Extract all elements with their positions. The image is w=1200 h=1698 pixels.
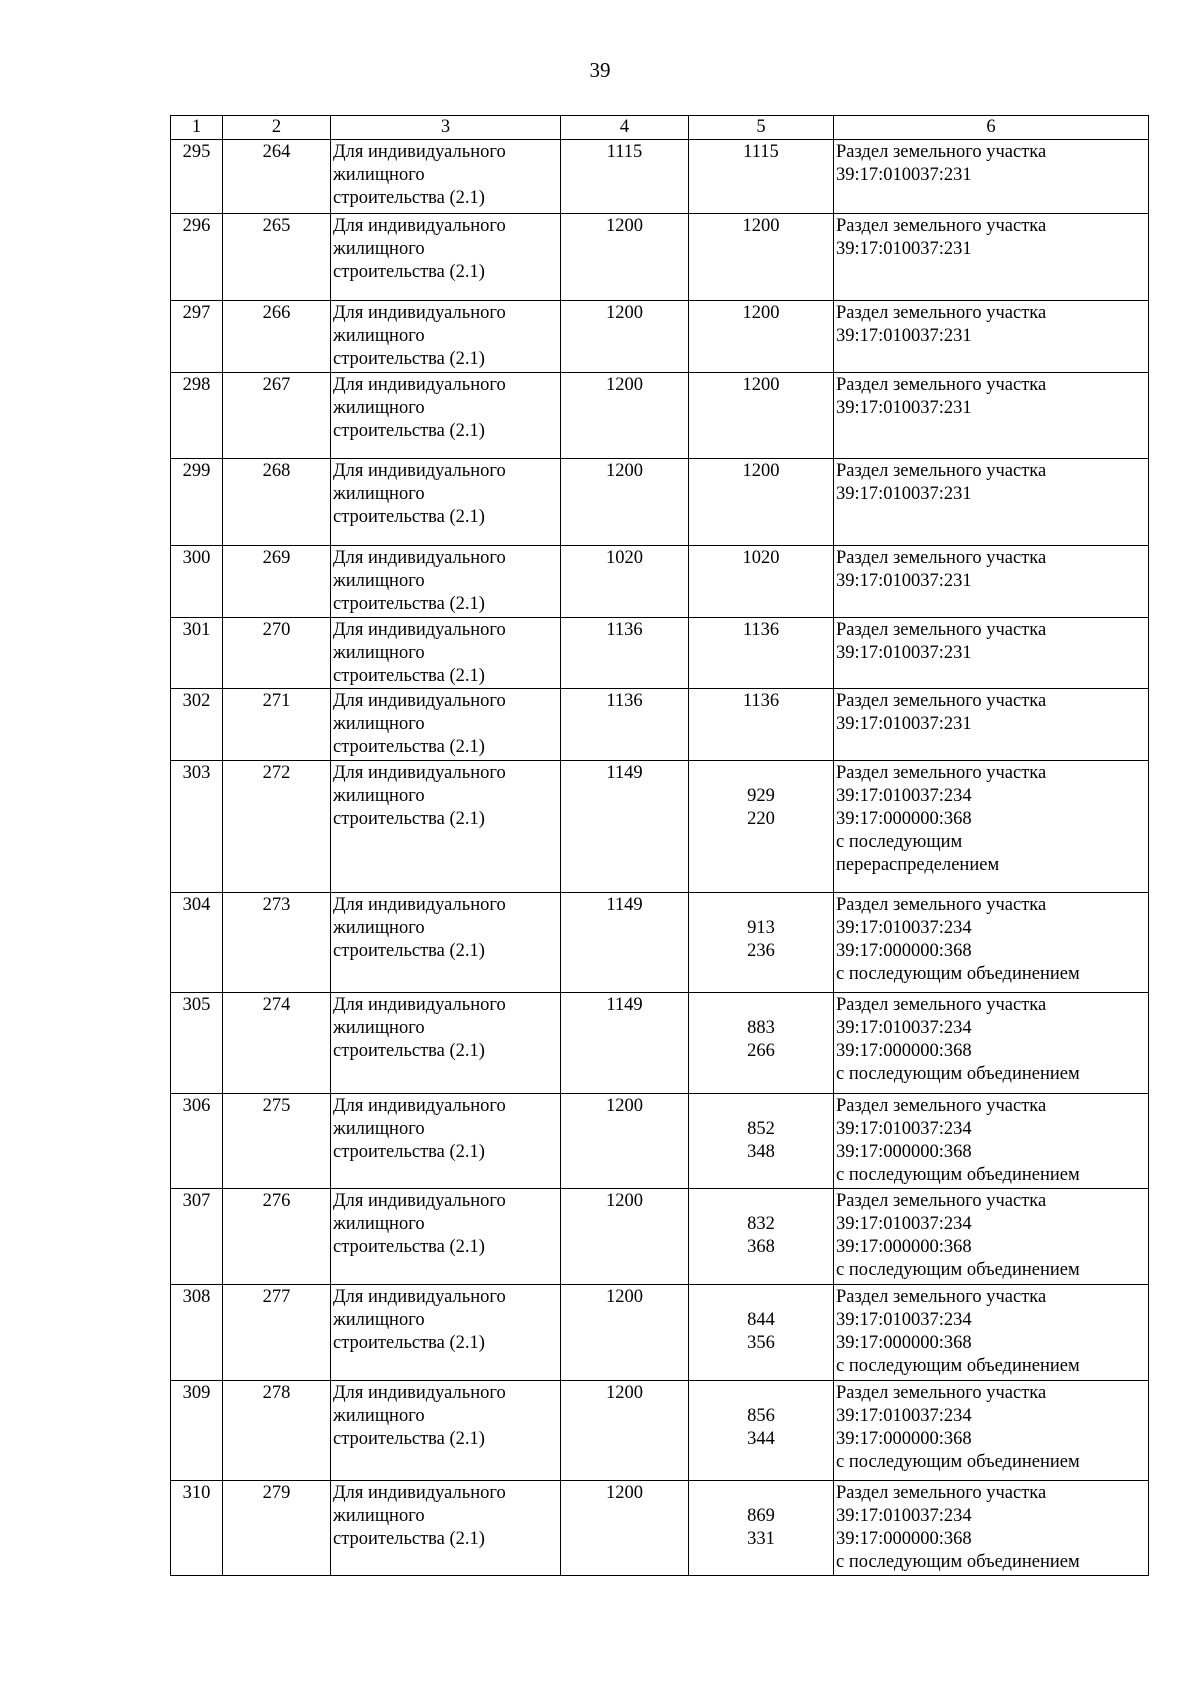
permitted-use-line: Для индивидуального (333, 216, 506, 236)
part-area-cell (689, 301, 834, 373)
note-line: 39:17:010037:234 (836, 1506, 972, 1526)
area-cell (561, 1285, 689, 1381)
permitted-use-line: жилищного (333, 484, 425, 504)
note-cell (834, 140, 1149, 214)
note-cell (834, 373, 1149, 459)
note-line: Раздел земельного участка (836, 620, 1047, 640)
permitted-use-line: строительства (2.1) (333, 262, 485, 282)
plot-number-cell (223, 689, 331, 761)
part-area-cell (689, 1189, 834, 1285)
part-area-value (691, 1382, 831, 1405)
table-body (171, 140, 1149, 1576)
page-number: 39 (589, 58, 611, 82)
note-line: 39:17:000000:368 (836, 1237, 972, 1257)
note-line: 39:17:000000:368 (836, 809, 972, 829)
row-number: 304 (182, 895, 211, 915)
part-area-value: 883 (747, 1018, 775, 1038)
note-line: 39:17:000000:368 (836, 1333, 972, 1353)
permitted-use-line: строительства (2.1) (333, 941, 485, 961)
note-cell (834, 1285, 1149, 1381)
row-number: 303 (182, 763, 211, 783)
area-value: 1200 (606, 1191, 643, 1211)
permitted-use-cell (331, 689, 561, 761)
row-number-cell (171, 1094, 223, 1189)
row-number: 308 (182, 1287, 211, 1307)
row-number: 295 (182, 142, 211, 162)
permitted-use-line: жилищного (333, 1018, 425, 1038)
note-line: Раздел земельного участка (836, 1096, 1047, 1116)
row-number-cell (171, 1481, 223, 1576)
part-area-value: 220 (747, 809, 775, 829)
note-line: 39:17:010037:234 (836, 1018, 972, 1038)
permitted-use-cell (331, 140, 561, 214)
table-row (171, 214, 1149, 301)
plot-number: 272 (262, 763, 291, 783)
plot-number-cell (223, 459, 331, 546)
note-line: с последующим объединением (836, 1064, 1080, 1084)
part-area-value (691, 1286, 831, 1309)
plot-number: 274 (262, 995, 291, 1015)
area-value: 1200 (606, 1383, 643, 1403)
permitted-use-cell (331, 1189, 561, 1285)
permitted-use-line: строительства (2.1) (333, 1142, 485, 1162)
permitted-use-cell (331, 214, 561, 301)
note-line: 39:17:010037:234 (836, 1119, 972, 1139)
area-cell (561, 993, 689, 1094)
plot-number: 267 (262, 375, 291, 395)
permitted-use-line: Для индивидуального (333, 620, 506, 640)
permitted-use-line: жилищного (333, 918, 425, 938)
note-line: Раздел земельного участка (836, 461, 1047, 481)
area-cell (561, 301, 689, 373)
note-line: 39:17:010037:231 (836, 326, 972, 346)
plot-number-cell (223, 140, 331, 214)
part-area-value: 856 (747, 1406, 775, 1426)
note-cell (834, 546, 1149, 618)
note-line: перераспределением (836, 855, 1000, 875)
part-area-value: 1200 (742, 303, 780, 323)
plot-number: 277 (262, 1287, 291, 1307)
part-area-value: 852 (747, 1119, 775, 1139)
note-line: 39:17:000000:368 (836, 941, 972, 961)
area-value: 1200 (606, 1096, 643, 1116)
table-row (171, 893, 1149, 993)
permitted-use-line: Для индивидуального (333, 895, 506, 915)
row-number-cell (171, 373, 223, 459)
note-cell (834, 993, 1149, 1094)
column-header: 4 (561, 116, 689, 140)
row-number-cell (171, 214, 223, 301)
plot-number: 278 (262, 1383, 291, 1403)
part-area-value: 266 (747, 1041, 775, 1061)
row-number-cell (171, 459, 223, 546)
part-area-value: 236 (747, 941, 775, 961)
permitted-use-cell (331, 993, 561, 1094)
row-number: 310 (182, 1483, 211, 1503)
note-line: с последующим объединением (836, 1552, 1080, 1572)
permitted-use-line: строительства (2.1) (333, 666, 485, 686)
area-cell (561, 1094, 689, 1189)
row-number: 307 (182, 1191, 211, 1211)
part-area-cell (689, 689, 834, 761)
area-value: 1149 (606, 895, 643, 915)
plot-number: 266 (262, 303, 291, 323)
row-number-cell (171, 993, 223, 1094)
permitted-use-line: Для индивидуального (333, 303, 506, 323)
row-number: 309 (182, 1383, 211, 1403)
note-line: 39:17:010037:231 (836, 643, 972, 663)
permitted-use-line: жилищного (333, 165, 425, 185)
part-area-value: 348 (747, 1142, 775, 1162)
part-area-cell (689, 1094, 834, 1189)
table-row (171, 1189, 1149, 1285)
permitted-use-line: Для индивидуального (333, 142, 506, 162)
part-area-cell (689, 618, 834, 689)
area-cell (561, 459, 689, 546)
row-number: 296 (182, 216, 211, 236)
area-value: 1200 (606, 375, 643, 395)
row-number-cell (171, 140, 223, 214)
permitted-use-line: жилищного (333, 326, 425, 346)
note-cell (834, 893, 1149, 993)
note-cell (834, 1189, 1149, 1285)
area-cell (561, 618, 689, 689)
row-number-cell (171, 761, 223, 893)
note-cell (834, 689, 1149, 761)
permitted-use-line: строительства (2.1) (333, 1041, 485, 1061)
row-number: 297 (182, 303, 211, 323)
note-cell (834, 301, 1149, 373)
area-value: 1149 (606, 763, 643, 783)
table-row (171, 993, 1149, 1094)
permitted-use-line: Для индивидуального (333, 763, 506, 783)
row-number-cell (171, 546, 223, 618)
row-number: 298 (182, 375, 211, 395)
land-plots-table (170, 115, 1149, 1576)
column-header: 3 (331, 116, 561, 140)
table-row (171, 1481, 1149, 1576)
note-line: 39:17:010037:234 (836, 1310, 972, 1330)
permitted-use-line: жилищного (333, 398, 425, 418)
part-area-value: 1136 (742, 691, 780, 711)
area-value: 1020 (606, 548, 643, 568)
permitted-use-line: строительства (2.1) (333, 737, 485, 757)
permitted-use-line: жилищного (333, 1506, 425, 1526)
permitted-use-cell (331, 893, 561, 993)
table-row (171, 140, 1149, 214)
note-line: Раздел земельного участка (836, 303, 1047, 323)
part-area-cell (689, 1481, 834, 1576)
plot-number: 269 (262, 548, 291, 568)
column-header: 2 (223, 116, 331, 140)
permitted-use-line: жилищного (333, 1406, 425, 1426)
row-number: 301 (182, 620, 211, 640)
permitted-use-line: жилищного (333, 1310, 425, 1330)
row-number-cell (171, 1381, 223, 1481)
plot-number-cell (223, 301, 331, 373)
permitted-use-line: строительства (2.1) (333, 507, 485, 527)
part-area-cell (689, 546, 834, 618)
note-line: 39:17:010037:231 (836, 484, 972, 504)
part-area-value: 1136 (742, 620, 780, 640)
table-header-row (171, 116, 1149, 140)
permitted-use-line: Для индивидуального (333, 995, 506, 1015)
note-cell (834, 1481, 1149, 1576)
permitted-use-line: жилищного (333, 571, 425, 591)
plot-number-cell (223, 618, 331, 689)
note-line: 39:17:010037:231 (836, 239, 972, 259)
permitted-use-line: жилищного (333, 643, 425, 663)
note-line: Раздел земельного участка (836, 1383, 1047, 1403)
table-row (171, 761, 1149, 893)
part-area-value: 1115 (743, 142, 779, 162)
permitted-use-line: Для индивидуального (333, 1287, 506, 1307)
part-area-cell (689, 761, 834, 893)
note-line: Раздел земельного участка (836, 216, 1047, 236)
part-area-value: 832 (747, 1214, 775, 1234)
permitted-use-line: строительства (2.1) (333, 1237, 485, 1257)
permitted-use-line: жилищного (333, 239, 425, 259)
area-cell (561, 1189, 689, 1285)
permitted-use-line: Для индивидуального (333, 691, 506, 711)
note-line: Раздел земельного участка (836, 691, 1047, 711)
row-number: 302 (182, 691, 211, 711)
plot-number: 273 (262, 895, 291, 915)
part-area-value: 913 (747, 918, 775, 938)
note-line: с последующим объединением (836, 964, 1080, 984)
note-line: Раздел земельного участка (836, 1483, 1047, 1503)
area-cell (561, 1481, 689, 1576)
table-row (171, 459, 1149, 546)
table-row (171, 1381, 1149, 1481)
part-area-value (691, 762, 831, 785)
permitted-use-line: жилищного (333, 1119, 425, 1139)
note-cell (834, 1381, 1149, 1481)
plot-number: 265 (262, 216, 291, 236)
note-line: 39:17:010037:231 (836, 398, 972, 418)
area-cell (561, 893, 689, 993)
permitted-use-line: строительства (2.1) (333, 1429, 485, 1449)
permitted-use-cell (331, 1094, 561, 1189)
permitted-use-line: Для индивидуального (333, 1191, 506, 1211)
note-cell (834, 459, 1149, 546)
permitted-use-line: Для индивидуального (333, 1096, 506, 1116)
note-line: Раздел земельного участка (836, 142, 1047, 162)
table-row (171, 1285, 1149, 1381)
plot-number-cell (223, 993, 331, 1094)
table-row (171, 373, 1149, 459)
plot-number-cell (223, 893, 331, 993)
area-cell (561, 689, 689, 761)
part-area-value: 929 (747, 786, 775, 806)
permitted-use-line: строительства (2.1) (333, 1529, 485, 1549)
permitted-use-line: жилищного (333, 1214, 425, 1234)
part-area-value: 331 (747, 1529, 775, 1549)
permitted-use-cell (331, 373, 561, 459)
note-line: Раздел земельного участка (836, 1287, 1047, 1307)
note-line: 39:17:010037:234 (836, 1214, 972, 1234)
area-cell (561, 140, 689, 214)
part-area-value (691, 994, 831, 1017)
permitted-use-line: Для индивидуального (333, 548, 506, 568)
plot-number-cell (223, 1094, 331, 1189)
permitted-use-line: Для индивидуального (333, 1483, 506, 1503)
part-area-cell (689, 459, 834, 546)
column-header: 6 (834, 116, 1149, 140)
note-cell (834, 214, 1149, 301)
permitted-use-cell (331, 1481, 561, 1576)
note-line: с последующим объединением (836, 1356, 1080, 1376)
part-area-value: 1200 (742, 461, 780, 481)
plot-number: 275 (262, 1096, 291, 1116)
permitted-use-cell (331, 618, 561, 689)
plot-number-cell (223, 373, 331, 459)
plot-number-cell (223, 1285, 331, 1381)
note-line: Раздел земельного участка (836, 375, 1047, 395)
plot-number: 268 (262, 461, 291, 481)
permitted-use-line: жилищного (333, 714, 425, 734)
area-cell (561, 214, 689, 301)
note-line: с последующим объединением (836, 1260, 1080, 1280)
plot-number-cell (223, 761, 331, 893)
area-value: 1200 (606, 216, 643, 236)
part-area-value: 344 (747, 1429, 775, 1449)
part-area-value (691, 1095, 831, 1118)
part-area-cell (689, 893, 834, 993)
note-line: Раздел земельного участка (836, 763, 1047, 783)
part-area-cell (689, 373, 834, 459)
row-number: 305 (182, 995, 211, 1015)
column-header: 1 (171, 116, 223, 140)
row-number-cell (171, 1285, 223, 1381)
permitted-use-line: строительства (2.1) (333, 594, 485, 614)
row-number: 300 (182, 548, 211, 568)
area-value: 1149 (606, 995, 643, 1015)
plot-number-cell (223, 1481, 331, 1576)
note-line: 39:17:000000:368 (836, 1529, 972, 1549)
row-number-cell (171, 893, 223, 993)
area-value: 1115 (606, 142, 643, 162)
plot-number: 279 (262, 1483, 291, 1503)
part-area-value (691, 1190, 831, 1213)
table-row (171, 618, 1149, 689)
permitted-use-cell (331, 546, 561, 618)
plot-number-cell (223, 1381, 331, 1481)
part-area-value: 368 (747, 1237, 775, 1257)
note-line: Раздел земельного участка (836, 1191, 1047, 1211)
plot-number: 264 (262, 142, 291, 162)
row-number-cell (171, 689, 223, 761)
note-line: 39:17:010037:234 (836, 1406, 972, 1426)
plot-number-cell (223, 546, 331, 618)
area-value: 1200 (606, 303, 643, 323)
note-line: 39:17:010037:231 (836, 165, 972, 185)
permitted-use-cell (331, 761, 561, 893)
part-area-cell (689, 1381, 834, 1481)
note-line: 39:17:000000:368 (836, 1142, 972, 1162)
permitted-use-cell (331, 301, 561, 373)
permitted-use-line: строительства (2.1) (333, 188, 485, 208)
plot-number-cell (223, 1189, 331, 1285)
permitted-use-line: строительства (2.1) (333, 421, 485, 441)
area-value: 1136 (606, 620, 643, 640)
part-area-value: 356 (747, 1333, 775, 1353)
part-area-value (691, 1482, 831, 1505)
note-line: Раздел земельного участка (836, 895, 1047, 915)
note-cell (834, 1094, 1149, 1189)
permitted-use-line: строительства (2.1) (333, 809, 485, 829)
row-number: 299 (182, 461, 211, 481)
plot-number: 270 (262, 620, 291, 640)
part-area-value: 1020 (742, 548, 780, 568)
area-value: 1136 (606, 691, 643, 711)
plot-number: 276 (262, 1191, 291, 1211)
table-row (171, 1094, 1149, 1189)
permitted-use-line: Для индивидуального (333, 1383, 506, 1403)
area-cell (561, 761, 689, 893)
permitted-use-line: Для индивидуального (333, 461, 506, 481)
row-number: 306 (182, 1096, 211, 1116)
area-value: 1200 (606, 1287, 643, 1307)
part-area-value: 844 (747, 1310, 775, 1330)
note-cell (834, 618, 1149, 689)
area-cell (561, 546, 689, 618)
permitted-use-cell (331, 1285, 561, 1381)
area-cell (561, 373, 689, 459)
note-line: с последующим объединением (836, 1452, 1080, 1472)
part-area-cell (689, 140, 834, 214)
area-value: 1200 (606, 461, 643, 481)
note-line: Раздел земельного участка (836, 995, 1047, 1015)
note-line: Раздел земельного участка (836, 548, 1047, 568)
note-line: 39:17:010037:234 (836, 786, 972, 806)
row-number-cell (171, 1189, 223, 1285)
note-line: 39:17:000000:368 (836, 1429, 972, 1449)
part-area-cell (689, 993, 834, 1094)
area-value: 1200 (606, 1483, 643, 1503)
part-area-cell (689, 214, 834, 301)
note-line: 39:17:010037:234 (836, 918, 972, 938)
part-area-value: 1200 (742, 375, 780, 395)
part-area-value (691, 894, 831, 917)
note-line: с последующим объединением (836, 1165, 1080, 1185)
permitted-use-line: Для индивидуального (333, 375, 506, 395)
part-area-value: 869 (747, 1506, 775, 1526)
plot-number-cell (223, 214, 331, 301)
note-line: с последующим (836, 832, 963, 852)
table-row (171, 689, 1149, 761)
row-number-cell (171, 618, 223, 689)
column-header: 5 (689, 116, 834, 140)
note-line: 39:17:000000:368 (836, 1041, 972, 1061)
part-area-cell (689, 1285, 834, 1381)
plot-number: 271 (262, 691, 291, 711)
table-row (171, 301, 1149, 373)
permitted-use-line: строительства (2.1) (333, 1333, 485, 1353)
permitted-use-cell (331, 1381, 561, 1481)
note-line: 39:17:010037:231 (836, 571, 972, 591)
table-row (171, 546, 1149, 618)
area-cell (561, 1381, 689, 1481)
permitted-use-line: жилищного (333, 786, 425, 806)
permitted-use-cell (331, 459, 561, 546)
permitted-use-line: строительства (2.1) (333, 349, 485, 369)
row-number-cell (171, 301, 223, 373)
note-line: 39:17:010037:231 (836, 714, 972, 734)
note-cell (834, 761, 1149, 893)
part-area-value: 1200 (742, 216, 780, 236)
